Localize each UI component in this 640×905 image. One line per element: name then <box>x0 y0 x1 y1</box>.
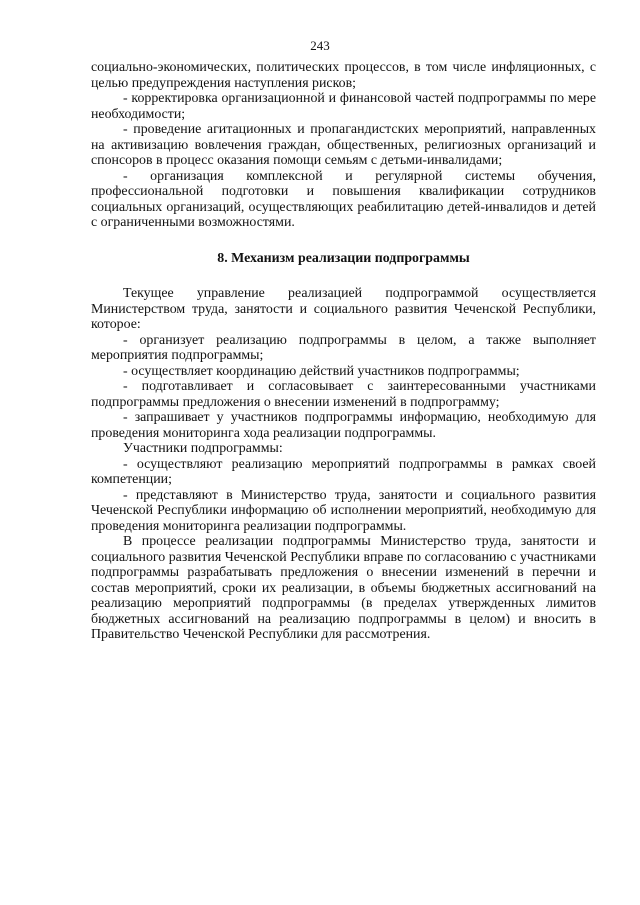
list-item: - проведение агитационных и пропагандистских мероприятий, направленных на активизацию вовлечения граждан, общественных, религиозных организаций и спонсоров в процесс оказания помощи семьям с детьми-инвалидами; <box>91 122 596 168</box>
list-item: - осуществляют реализацию мероприятий подпрограммы в рамках своей компетенции; <box>91 456 596 487</box>
list-item: - корректировка организационной и финансовой частей подпрограммы по мере необходимости; <box>91 91 596 122</box>
section-heading: 8. Механизм реализации подпрограммы <box>217 250 470 266</box>
list-item: - организует реализацию подпрограммы в целом, а также выполняет мероприятия подпрограммы; <box>91 332 596 363</box>
list-item: - осуществляет координацию действий участников подпрограммы; <box>123 363 520 379</box>
paragraph-continuation: социально-экономических, политических процессов, в том числе инфляционных, с целью предупреждения наступления рисков; <box>91 60 596 91</box>
document-body <box>91 60 596 643</box>
list-item: - подготавливает и согласовывает с заинтересованными участниками подпрограммы предложения о внесении изменений в подпрограмму; <box>91 379 596 410</box>
page-number: 243 <box>310 38 330 53</box>
list-item: - запрашивает у участников подпрограммы информацию, необходимую для проведения мониторинга хода реализации подпрограммы. <box>91 410 596 441</box>
paragraph: В процессе реализации подпрограммы Министерство труда, занятости и социального развития Чеченской Республики вправе по согласованию с участниками подпрограммы разрабатывать предложения о внесении изменений в перечни и состав мероприятий, сроки их реализации, в объемы бюджетных ассигнований на реализацию мероприятий подпрограммы (в пределах утвержденных лимитов бюджетных ассигнований на реализацию подпрограммы в целом) и вносить в Правительство Чеченской Республики для рассмотрения. <box>91 534 596 642</box>
paragraph: Текущее управление реализацией подпрограммой осуществляется Министерством труда, занятости и социального развития Чеченской Республики, которое: <box>91 286 596 332</box>
list-item: - представляют в Министерство труда, занятости и социального развития Чеченской Республики информацию об исполнении мероприятий, необходимую для проведения мониторинга реализации подпрограммы. <box>91 487 596 534</box>
list-item: - организация комплексной и регулярной системы обучения, профессиональной подготовки и повышения квалификации сотрудников социальных организаций, осуществляющих реабилитацию детей-инвалидов и детей с ограниченными возможностями. <box>91 168 596 230</box>
paragraph: Участники подпрограммы: <box>123 441 283 456</box>
